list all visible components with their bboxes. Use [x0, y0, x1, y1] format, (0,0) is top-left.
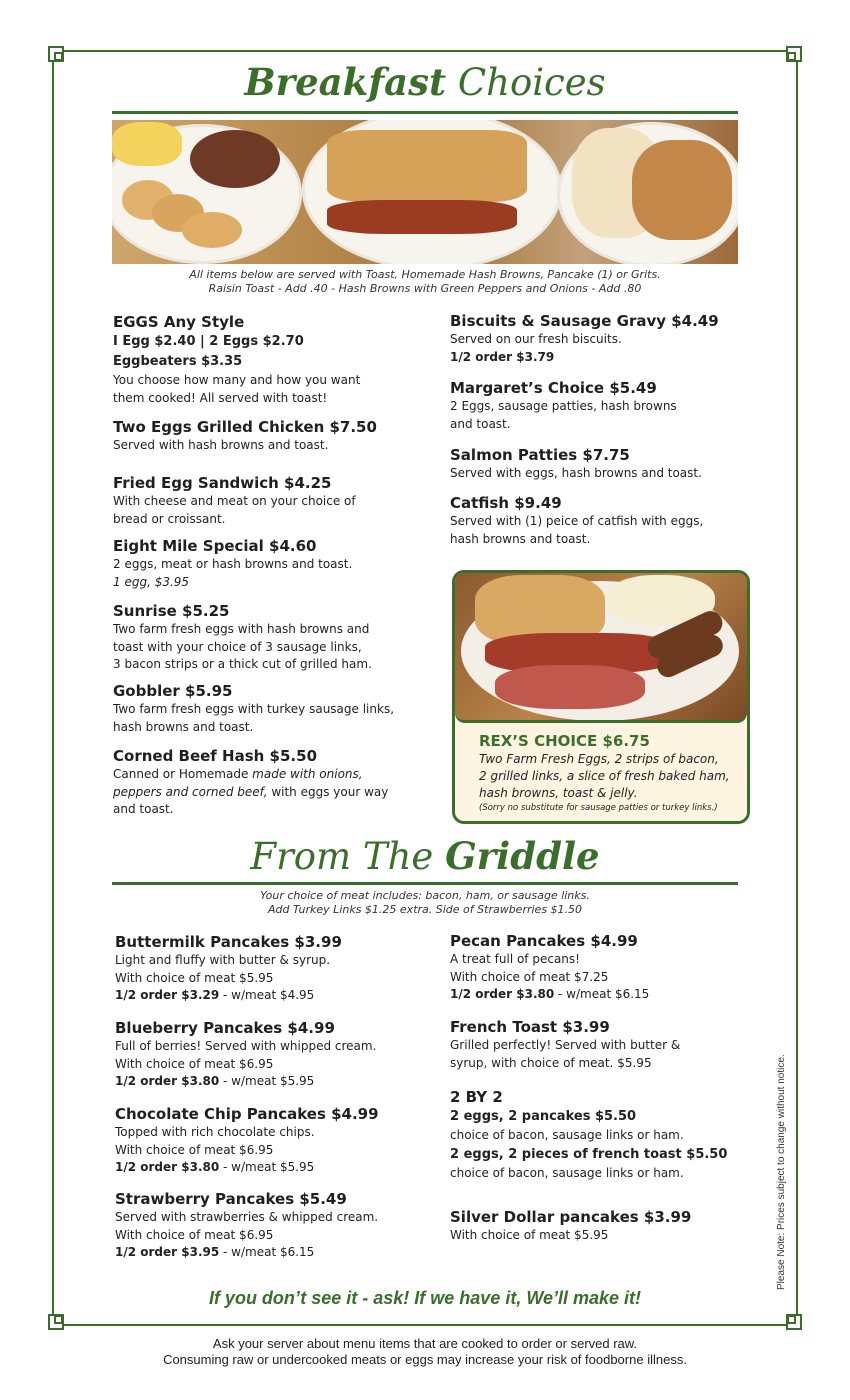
item-name: Corned Beef Hash $5.50 — [113, 747, 318, 765]
item-description: Served with (1) peice of catfish with eggs, — [450, 514, 704, 528]
item-half-order: 1/2 order $3.79 — [450, 349, 555, 364]
item-name: REX’S CHOICE $6.75 — [479, 732, 650, 750]
menu-item-blueberry-pancakes — [115, 1018, 376, 1091]
item-name: French Toast $3.99 — [450, 1018, 610, 1036]
item-note: (Sorry no substitute for sausage patties or turkey links.) — [479, 803, 718, 813]
griddle-title-word1: From The — [250, 835, 434, 878]
menu-item-biscuits-gravy — [450, 311, 719, 366]
item-name: Chocolate Chip Pancakes $4.99 — [115, 1105, 379, 1123]
item-description: and toast. — [113, 802, 174, 816]
item-description: Canned or Homemade made with onions, — [113, 767, 363, 781]
item-name: Two Eggs Grilled Chicken $7.50 — [113, 418, 377, 436]
corner-ornament — [48, 1310, 68, 1330]
item-name: Eight Mile Special $4.60 — [113, 537, 317, 555]
menu-item-french-toast — [450, 1017, 680, 1072]
menu-item-eight-mile — [113, 536, 352, 591]
item-half-order: 1/2 order $3.95 - w/meat $6.15 — [115, 1245, 315, 1259]
item-name: Gobbler $5.95 — [113, 682, 233, 700]
menu-item-strawberry-pancakes — [115, 1189, 378, 1262]
item-name: Fried Egg Sandwich $4.25 — [113, 474, 332, 492]
item-description: Served with hash browns and toast. — [113, 438, 329, 452]
menu-item-salmon-patties — [450, 445, 702, 483]
corner-ornament — [782, 46, 802, 66]
item-name: Silver Dollar pancakes $3.99 — [450, 1208, 692, 1226]
menu-item-catfish — [450, 493, 703, 548]
rexs-choice-photo — [455, 573, 747, 723]
price-notice: Please Note: Prices subject to change without notice. — [776, 1054, 787, 1290]
item-name: Strawberry Pancakes $5.49 — [115, 1190, 347, 1208]
title-rule — [112, 882, 738, 885]
item-description: 3 bacon strips or a thick cut of grilled ham. — [113, 657, 372, 671]
menu-item-silver-dollar-pancakes — [450, 1207, 691, 1245]
footer-line: Consuming raw or undercooked meats or eggs may increase your risk of foodborne illness. — [163, 1352, 687, 1367]
menu-item-corned-beef-hash — [113, 746, 388, 819]
item-description: With choice of meat $5.95 — [450, 1228, 609, 1242]
rexs-choice-text — [479, 731, 743, 815]
item-description: choice of bacon, sausage links or ham. — [450, 1128, 684, 1142]
footer-line: Ask your server about menu items that are cooked to order or served raw. — [212, 1336, 638, 1351]
item-description: Topped with rich chocolate chips. — [115, 1125, 315, 1139]
item-description: syrup, with choice of meat. $5.95 — [450, 1055, 652, 1070]
rexs-choice-feature — [452, 570, 750, 824]
item-description: Served with strawberries & whipped cream. — [115, 1210, 379, 1224]
item-half-order: 1/2 order $3.29 - w/meat $4.95 — [115, 988, 315, 1002]
item-description: Light and fluffy with butter & syrup. — [115, 953, 331, 967]
item-description: hash browns, toast & jelly. — [479, 786, 638, 800]
item-description: toast with your choice of 3 sausage links, — [113, 639, 362, 654]
corner-ornament — [782, 1310, 802, 1330]
item-option: 2 eggs, 2 pancakes $5.50 — [450, 1109, 637, 1124]
item-description: With cheese and meat on your choice of — [113, 494, 356, 508]
item-name: Biscuits & Sausage Gravy $4.49 — [450, 312, 719, 330]
breakfast-notice — [112, 268, 738, 296]
item-description: 2 eggs, meat or hash browns and toast. — [113, 557, 353, 571]
griddle-title-word2: Griddle — [445, 834, 600, 878]
item-half-order: 1/2 order $3.80 - w/meat $6.15 — [450, 987, 650, 1001]
item-description: 2 grilled links, a slice of fresh baked ham, — [479, 769, 730, 783]
item-name: Catfish $9.49 — [450, 494, 562, 512]
item-description: With choice of meat $7.25 — [450, 969, 609, 984]
item-half-order: 1/2 order $3.80 - w/meat $5.95 — [115, 1074, 315, 1088]
item-description: Two farm fresh eggs with hash browns and — [113, 622, 370, 636]
breakfast-title-word1: Breakfast — [244, 60, 447, 104]
item-description: Grilled perfectly! Served with butter & — [450, 1038, 681, 1052]
menu-item-buttermilk-pancakes — [115, 932, 342, 1005]
notice-line: Add Turkey Links $1.25 extra. Side of Strawberries $1.50 — [267, 903, 583, 916]
item-name: Buttermilk Pancakes $3.99 — [115, 933, 342, 951]
item-description: With choice of meat $6.95 — [115, 1142, 274, 1157]
item-name: Pecan Pancakes $4.99 — [450, 932, 638, 950]
item-description: With choice of meat $6.95 — [115, 1227, 274, 1242]
item-description: 1 egg, $3.95 — [113, 574, 190, 589]
item-description: Served on our fresh biscuits. — [450, 332, 622, 346]
notice-line: Your choice of meat includes: bacon, ham, or sausage links. — [260, 889, 590, 902]
breakfast-title — [112, 60, 738, 104]
item-name: Blueberry Pancakes $4.99 — [115, 1019, 335, 1037]
item-description: them cooked! All served with toast! — [113, 390, 328, 405]
item-name: Margaret’s Choice $5.49 — [450, 379, 657, 397]
menu-item-pecan-pancakes — [450, 931, 649, 1004]
item-name: 2 BY 2 — [450, 1088, 503, 1106]
item-description: hash browns and toast. — [113, 719, 254, 734]
item-price: I Egg $2.40 | 2 Eggs $2.70 — [113, 334, 304, 349]
item-description: and toast. — [450, 416, 511, 431]
menu-item-sunrise — [113, 601, 372, 674]
item-description: With choice of meat $6.95 — [115, 1056, 274, 1071]
breakfast-photo — [112, 120, 738, 264]
breakfast-title-word2: Choices — [457, 61, 606, 104]
menu-item-gobbler — [113, 681, 394, 736]
item-price: Eggbeaters $3.35 — [113, 354, 243, 369]
menu-item-margarets-choice — [450, 378, 677, 433]
menu-item-eggs — [113, 312, 360, 407]
item-name: Salmon Patties $7.75 — [450, 446, 630, 464]
item-description: peppers and corned beef, with eggs your way — [113, 784, 389, 799]
item-description: Full of berries! Served with whipped cream. — [115, 1039, 377, 1053]
corner-ornament — [48, 46, 68, 66]
item-description: Served with eggs, hash browns and toast. — [450, 466, 702, 480]
item-description: A treat full of pecans! — [450, 952, 580, 966]
griddle-title — [112, 834, 738, 878]
slogan: If you don’t see it - ask! If we have it, We’ll make it! — [208, 1288, 642, 1308]
item-description: hash browns and toast. — [450, 531, 591, 546]
item-description: Two farm fresh eggs with turkey sausage links, — [113, 702, 395, 716]
item-half-order: 1/2 order $3.80 - w/meat $5.95 — [115, 1160, 315, 1174]
item-name: EGGS Any Style — [113, 313, 245, 331]
menu-item-2-by-2 — [450, 1087, 727, 1182]
item-description: choice of bacon, sausage links or ham. — [450, 1165, 684, 1180]
title-rule — [112, 111, 738, 114]
menu-item-chocolate-chip-pancakes — [115, 1104, 379, 1177]
item-description: Two Farm Fresh Eggs, 2 strips of bacon, — [479, 752, 719, 766]
item-description: 2 Eggs, sausage patties, hash browns — [450, 399, 677, 413]
notice-line: All items below are served with Toast, Homemade Hash Browns, Pancake (1) or Grits. — [189, 268, 661, 281]
item-description: bread or croissant. — [113, 511, 226, 526]
item-option: 2 eggs, 2 pieces of french toast $5.50 — [450, 1146, 728, 1162]
menu-item-fried-egg-sandwich — [113, 473, 356, 528]
footer-advisory — [0, 1336, 850, 1368]
item-description: You choose how many and how you want — [113, 373, 361, 387]
item-name: Sunrise $5.25 — [113, 602, 230, 620]
item-description: With choice of meat $5.95 — [115, 970, 274, 985]
menu-item-grilled-chicken — [113, 417, 377, 455]
griddle-notice — [112, 889, 738, 917]
notice-line: Raisin Toast - Add .40 - Hash Browns with Green Peppers and Onions - Add .80 — [208, 282, 642, 295]
